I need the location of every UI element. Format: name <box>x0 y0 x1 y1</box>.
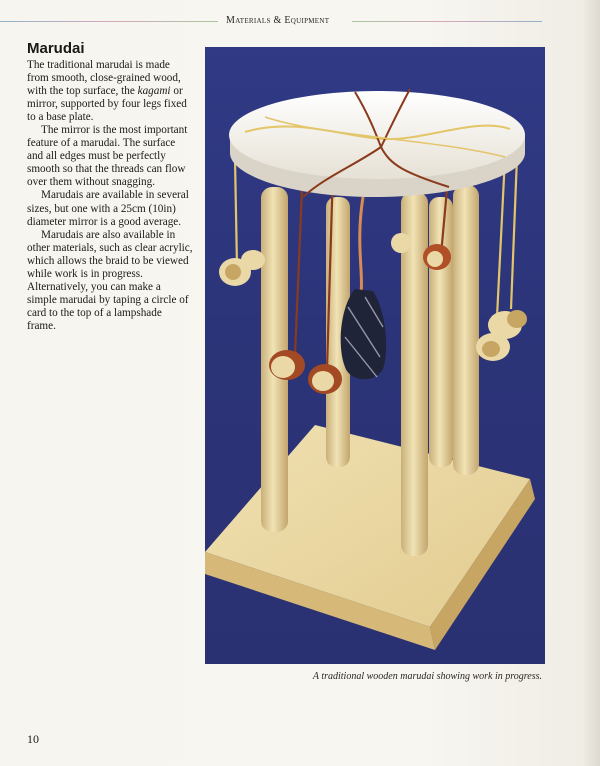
text-run: or mirror, supported by four legs fixed to a base plate. <box>27 85 187 124</box>
bobbin <box>476 310 527 361</box>
article-paragraph <box>27 124 193 189</box>
text-run: The traditional marudai is made from smooth, close-grained wood, with the top surface, the <box>27 59 181 98</box>
bobbin <box>219 250 265 286</box>
leg-side-right <box>453 185 479 475</box>
section-title: Materials & Equipment <box>226 15 330 26</box>
base-plate <box>205 425 535 650</box>
text-run: Marudais are also available in other materials, such as clear acrylic, which allows the braid to be viewed while work is in progress. Alternatively, you can make a simple marudai by taping a circle of card to the top of a lampshade frame. <box>27 228 193 332</box>
text-run: Marudais are available in several sizes, but one with a 25cm (10in) diameter mirror is a good average. <box>27 189 189 228</box>
marudai-photo <box>205 47 545 664</box>
photo-caption: A traditional wooden marudai showing work in progress. <box>312 671 542 682</box>
text-run: The mirror is the most important feature of a marudai. The surface and all edges must be perfectly smooth so that the threads can flow over them without snagging. <box>27 124 188 189</box>
header-rule-left <box>0 21 218 22</box>
italic-term: kagami <box>137 85 171 98</box>
page-binding-shadow <box>582 0 600 766</box>
article-body <box>27 59 193 333</box>
page-number: 10 <box>27 732 39 746</box>
leg-back-right <box>429 197 453 467</box>
article-paragraph <box>27 189 193 228</box>
article-paragraph <box>27 229 193 333</box>
header-rule-right <box>352 21 542 22</box>
article-heading: Marudai <box>27 40 85 57</box>
marudai-illustration <box>205 47 545 664</box>
kagami-mirror <box>229 89 525 197</box>
article-paragraph <box>27 59 193 124</box>
